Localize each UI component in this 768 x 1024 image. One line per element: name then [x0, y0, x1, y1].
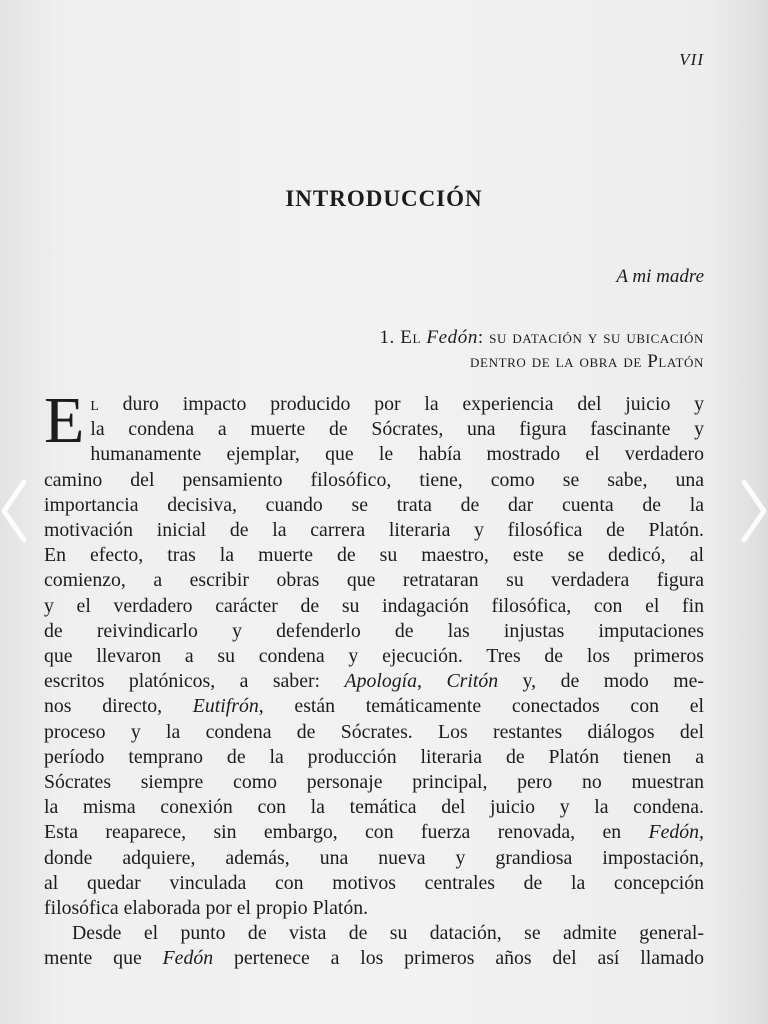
- text-line: Desde el punto de vista de su datación, se admite general-: [72, 922, 704, 945]
- text-line: período temprano de la producción literaria de Platón tienen a: [44, 745, 704, 768]
- text-line: Esta reaparece, sin embargo, con fuerza renovada, en Fedón,: [44, 821, 704, 844]
- text-line: humanamente ejemplar, que le había mostrado el verdadero: [90, 443, 704, 466]
- chapter-title: INTRODUCCIÓN: [285, 186, 483, 211]
- text-line: nos directo, Eutifrón, están temáticamente conectados con el: [44, 695, 704, 718]
- text-line: En efecto, tras la muerte de su maestro, este se dedicó, al: [44, 544, 704, 567]
- text-line: mente que Fedón pertenece a los primeros años del así llamado: [44, 947, 704, 970]
- body-text: [44, 384, 704, 972]
- text-line: de reivindicarlo y defenderlo de las injustas imputaciones: [44, 619, 704, 642]
- text-line: donde adquiere, además, una nueva y grandiosa impostación,: [44, 846, 704, 869]
- text-line: que llevaron a su condena y ejecución. Tres de los primeros: [44, 645, 704, 668]
- text-line: Sócrates siempre como personaje principal, pero no muestran: [44, 771, 704, 794]
- chevron-right-icon: [740, 478, 768, 544]
- paragraph: [44, 384, 704, 921]
- text-line: comienzo, a escribir obras que retrataran su verdadera figura: [44, 569, 704, 592]
- paragraph: [44, 921, 704, 971]
- section-heading: [379, 326, 704, 374]
- text-line: y el verdadero carácter de su indagación filosófica, con el fin: [44, 594, 704, 617]
- text-line: filosófica elaborada por el propio Platón.: [44, 897, 369, 920]
- text-line: la condena a muerte de Sócrates, una figura fascinante y: [90, 418, 704, 441]
- chevron-left-icon: [0, 478, 28, 544]
- text-line: escritos platónicos, a saber: Apología, Critón y, de modo me-: [44, 670, 704, 693]
- section-heading-line2: dentro de la obra de Platón: [470, 351, 704, 372]
- previous-page-button[interactable]: [0, 478, 28, 544]
- text-line: la misma conexión con la temática del juicio y la condena.: [44, 796, 704, 819]
- text-line: l duro impacto producido por la experiencia del juicio y: [90, 393, 704, 415]
- text-line: importancia decisiva, cuando se trata de dar cuenta de la: [44, 493, 704, 516]
- text-line: motivación inicial de la carrera literaria y filosófica de Platón.: [44, 519, 704, 542]
- drop-cap: E: [44, 384, 85, 457]
- page-number: VII: [679, 50, 704, 69]
- section-heading-line1: 1. El Fedón: su datación y su ubicación: [379, 327, 704, 348]
- text-line: al quedar vinculada con motivos centrales de la concepción: [44, 871, 704, 894]
- dedication: A mi madre: [616, 266, 704, 287]
- text-line: camino del pensamiento filosófico, tiene, como se sabe, una: [44, 468, 704, 491]
- text-line: proceso y la condena de Sócrates. Los restantes diálogos del: [44, 720, 704, 743]
- next-page-button[interactable]: [740, 478, 768, 544]
